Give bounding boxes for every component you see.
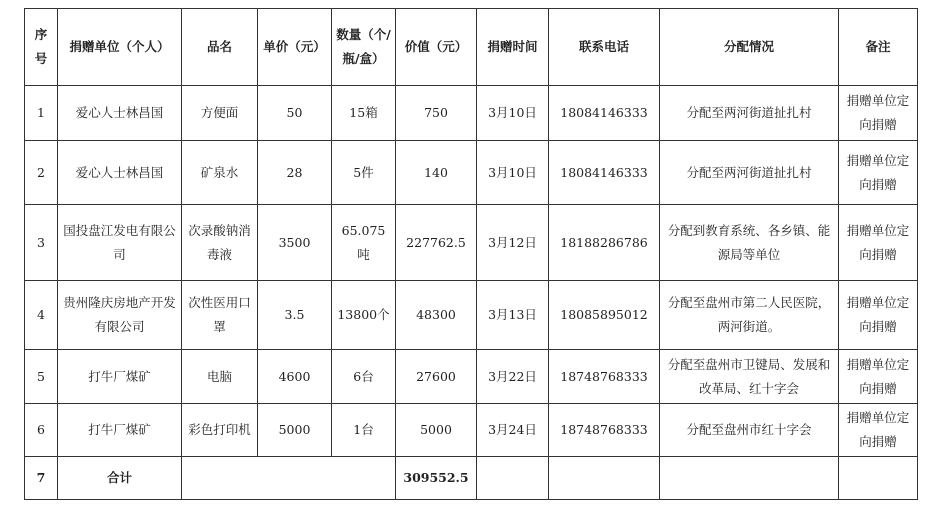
cell-item: 电脑: [182, 350, 258, 404]
cell-no: 2: [25, 141, 58, 205]
cell-note: 捐赠单位定向捐赠: [839, 350, 918, 404]
cell-donor: 爱心人士林昌国: [58, 86, 182, 141]
cell-donor: 贵州隆庆房地产开发有限公司: [58, 281, 182, 350]
total-empty-cell: [182, 457, 396, 500]
cell-donor: 爱心人士林昌国: [58, 141, 182, 205]
cell-no: 3: [25, 205, 58, 281]
cell-price: 50: [258, 86, 332, 141]
cell-item: 彩色打印机: [182, 404, 258, 457]
table-row: [25, 86, 918, 141]
cell-no: 1: [25, 86, 58, 141]
header-qty: 数量（个/瓶/盒）: [332, 9, 396, 86]
total-empty-cell: [549, 457, 660, 500]
table-row: [25, 205, 918, 281]
cell-qty: 6台: [332, 350, 396, 404]
cell-price: 3.5: [258, 281, 332, 350]
cell-qty: 13800个: [332, 281, 396, 350]
total-value: 309552.5: [396, 457, 477, 500]
total-no: 7: [25, 457, 58, 500]
total-empty-cell: [660, 457, 839, 500]
total-empty-cell: [477, 457, 549, 500]
cell-time: 3月24日: [477, 404, 549, 457]
cell-no: 6: [25, 404, 58, 457]
header-value: 价值（元）: [396, 9, 477, 86]
cell-value: 5000: [396, 404, 477, 457]
header-no: 序号: [25, 9, 58, 86]
header-alloc: 分配情况: [660, 9, 839, 86]
cell-time: 3月22日: [477, 350, 549, 404]
cell-donor: 国投盘江发电有限公司: [58, 205, 182, 281]
table-row: [25, 404, 918, 457]
header-item: 品名: [182, 9, 258, 86]
cell-item: 次性医用口罩: [182, 281, 258, 350]
cell-qty: 65.075吨: [332, 205, 396, 281]
cell-no: 5: [25, 350, 58, 404]
cell-value: 27600: [396, 350, 477, 404]
cell-phone: 18188286786: [549, 205, 660, 281]
cell-alloc: 分配至盘州市红十字会: [660, 404, 839, 457]
header-row: [25, 9, 918, 86]
cell-price: 3500: [258, 205, 332, 281]
cell-donor: 打牛厂煤矿: [58, 350, 182, 404]
cell-price: 4600: [258, 350, 332, 404]
cell-phone: 18085895012: [549, 281, 660, 350]
total-empty-cell: [839, 457, 918, 500]
donation-table: [24, 8, 918, 500]
cell-item: 次录酸钠消毒液: [182, 205, 258, 281]
header-donor: 捐赠单位（个人）: [58, 9, 182, 86]
cell-alloc: 分配至两河街道扯扎村: [660, 86, 839, 141]
total-row: [25, 457, 918, 500]
cell-value: 48300: [396, 281, 477, 350]
cell-note: 捐赠单位定向捐赠: [839, 404, 918, 457]
table-row: [25, 350, 918, 404]
cell-donor: 打牛厂煤矿: [58, 404, 182, 457]
cell-alloc: 分配至盘州市第二人民医院，两河街道。: [660, 281, 839, 350]
cell-no: 4: [25, 281, 58, 350]
cell-alloc: 分配到教育系统、各乡镇、能源局等单位: [660, 205, 839, 281]
cell-price: 5000: [258, 404, 332, 457]
cell-item: 方便面: [182, 86, 258, 141]
cell-alloc: 分配至盘州市卫键局、发展和改革局、红十字会: [660, 350, 839, 404]
cell-time: 3月12日: [477, 205, 549, 281]
cell-phone: 18084146333: [549, 86, 660, 141]
cell-value: 140: [396, 141, 477, 205]
cell-note: 捐赠单位定向捐赠: [839, 86, 918, 141]
cell-note: 捐赠单位定向捐赠: [839, 141, 918, 205]
cell-phone: 18748768333: [549, 350, 660, 404]
header-phone: 联系电话: [549, 9, 660, 86]
cell-time: 3月10日: [477, 141, 549, 205]
cell-qty: 15箱: [332, 86, 396, 141]
cell-value: 750: [396, 86, 477, 141]
total-label: 合计: [58, 457, 182, 500]
cell-alloc: 分配至两河街道扯扎村: [660, 141, 839, 205]
header-price: 单价（元）: [258, 9, 332, 86]
cell-phone: 18084146333: [549, 141, 660, 205]
cell-note: 捐赠单位定向捐赠: [839, 281, 918, 350]
header-time: 捐赠时间: [477, 9, 549, 86]
cell-price: 28: [258, 141, 332, 205]
table-row: [25, 281, 918, 350]
cell-time: 3月13日: [477, 281, 549, 350]
cell-value: 227762.5: [396, 205, 477, 281]
cell-item: 矿泉水: [182, 141, 258, 205]
cell-qty: 5件: [332, 141, 396, 205]
cell-note: 捐赠单位定向捐赠: [839, 205, 918, 281]
header-note: 备注: [839, 9, 918, 86]
cell-qty: 1台: [332, 404, 396, 457]
cell-time: 3月10日: [477, 86, 549, 141]
table-row: [25, 141, 918, 205]
cell-phone: 18748768333: [549, 404, 660, 457]
